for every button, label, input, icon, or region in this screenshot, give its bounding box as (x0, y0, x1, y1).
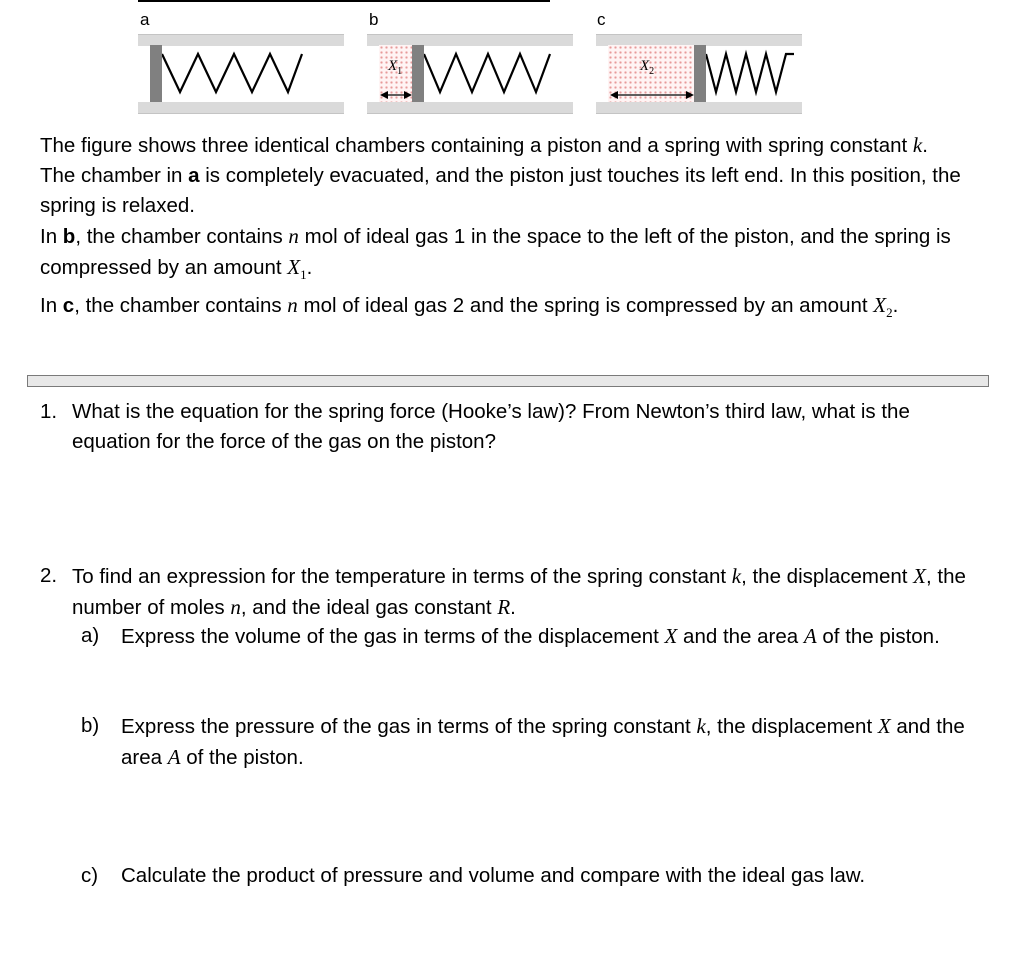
question-2c: c) Calculate the product of pressure and volume and compare with the ideal gas law. (81, 864, 866, 887)
panel-label-a: a (140, 10, 150, 29)
piston-a (150, 45, 162, 102)
intro-line-4: In c, the chamber contains n mol of ideal gas 2 and the spring is compressed by an amount $X_2$. (40, 293, 899, 321)
panel-label-b: b (369, 10, 379, 29)
spring-a (162, 48, 344, 100)
question-1: 1. What is the equation for the spring force (Hooke’s law)? From Newton’s third law, what is the equation for the force of the gas on the piston? (40, 400, 910, 453)
piston-b (412, 45, 424, 102)
intro-line-3: In b, the chamber contains n mol of ideal gas 1 in the space to the left of the piston, and the spring is compressed by an amount $X_1$. (40, 224, 951, 283)
x2-arrow (610, 89, 694, 101)
x1-arrow (380, 89, 412, 101)
spring-c (706, 48, 802, 100)
intro-line-2: The chamber in a is completely evacuated, and the piston just touches its left end. In this position, the spring is relaxed. (40, 164, 961, 217)
question-2b: b) Express the pressure of the gas in terms of the spring constant k, the displacement X and the area A of the piston. (81, 714, 965, 769)
x2-label: $X_2$ (640, 58, 655, 77)
intro-text (40, 130, 1000, 328)
question-2a: a) Express the volume of the gas in terms of the displacement X and the area A of the piston. (81, 624, 940, 648)
top-rule (138, 0, 550, 2)
piston-c (694, 45, 706, 102)
intro-line-1: The figure shows three identical chambers containing a piston and a spring with spring constant k. (40, 133, 928, 157)
panel-label-c: c (597, 10, 606, 29)
question-2: 2. To find an expression for the temperature in terms of the spring constant k, the displacement X, the number of moles n, and the ideal gas constant R. (40, 564, 966, 619)
spring-b (424, 48, 573, 100)
divider-bar (27, 375, 989, 387)
x1-label: $X_1$ (388, 58, 403, 77)
